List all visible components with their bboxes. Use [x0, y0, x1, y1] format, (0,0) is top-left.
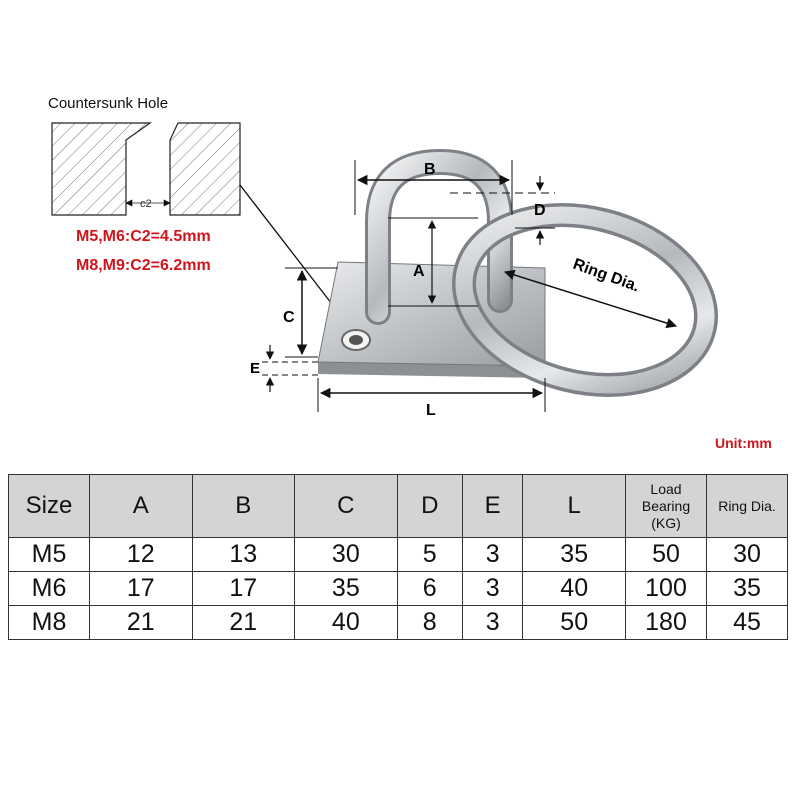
svg-text:E: E	[250, 360, 261, 377]
dimension-l	[318, 378, 545, 419]
dimension-e	[250, 345, 318, 392]
svg-text:C: C	[283, 309, 295, 326]
c2-label: c2	[140, 198, 152, 210]
header-a: A	[90, 475, 193, 538]
header-d: D	[397, 475, 462, 538]
c2-note-m5-m6: M5,M6:C2=4.5mm	[76, 228, 211, 245]
header-load-bearing: Load Bearing (KG)	[626, 475, 707, 538]
svg-text:A: A	[413, 263, 425, 280]
header-b: B	[192, 475, 295, 538]
svg-text:Ring Dia.: Ring Dia.	[570, 255, 642, 296]
spec-table	[8, 474, 788, 640]
svg-text:L: L	[426, 402, 436, 419]
header-e: E	[462, 475, 523, 538]
countersunk-hole-title: Countersunk Hole	[48, 95, 169, 112]
svg-text:D: D	[534, 202, 546, 219]
header-size: Size	[9, 475, 90, 538]
c2-note-m8-m9: M8,M9:C2=6.2mm	[76, 257, 211, 274]
table-row: M5 12 13 30 5 3 35 50 30	[9, 538, 788, 572]
table-row: M6 17 17 35 6 3 40 100 35	[9, 572, 788, 606]
header-l: L	[523, 475, 626, 538]
table-header-row	[9, 475, 788, 538]
unit-label: Unit:mm	[715, 435, 772, 451]
header-c: C	[295, 475, 398, 538]
header-ring-dia: Ring Dia.	[707, 475, 788, 538]
svg-text:B: B	[424, 161, 436, 178]
countersunk-section	[52, 123, 240, 215]
table-row: M8 21 21 40 8 3 50 180 45	[9, 606, 788, 640]
